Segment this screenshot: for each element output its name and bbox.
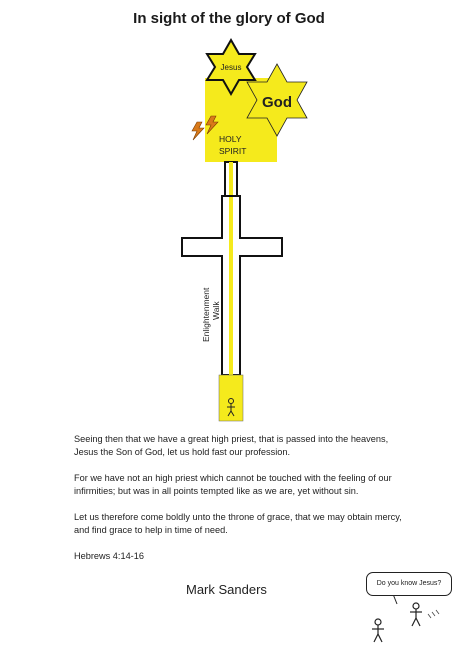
speech-bubble: Do you know Jesus? <box>366 572 452 596</box>
holy-spirit-label: HOLY <box>219 134 242 144</box>
scripture-verse-2: For we have not an high priest which cannot be touched with the feeling of our infirmities; but was in all points tempted like as we are, yet without sin. <box>74 473 392 496</box>
speaker-figure-icon <box>410 603 422 626</box>
jesus-label: Jesus <box>220 63 242 72</box>
scripture-verse-1: Seeing then that we have a great high priest, that is passed into the heavens, Jesus the Son of God, let us hold fast our profession. <box>74 434 389 457</box>
scripture-verse-3: Let us therefore come boldly unto the throne of grace, that we may obtain mercy, and find grace to help in time of need. <box>74 512 402 535</box>
scripture-reference: Hebrews 4:14-16 <box>74 551 144 561</box>
author-name: Mark Sanders <box>186 582 267 597</box>
walk-label: Enlightenment <box>201 287 211 342</box>
narrow-path-light <box>229 162 233 196</box>
holy-spirit-label: SPIRIT <box>219 146 247 156</box>
walk-label: Walk <box>211 301 221 320</box>
god-label: God <box>262 94 292 111</box>
page-title: In sight of the glory of God <box>133 10 325 27</box>
person-figure-icon <box>372 619 384 642</box>
lightning-icon <box>192 122 204 140</box>
motion-lines-icon <box>428 610 439 618</box>
light-beam <box>229 197 233 375</box>
